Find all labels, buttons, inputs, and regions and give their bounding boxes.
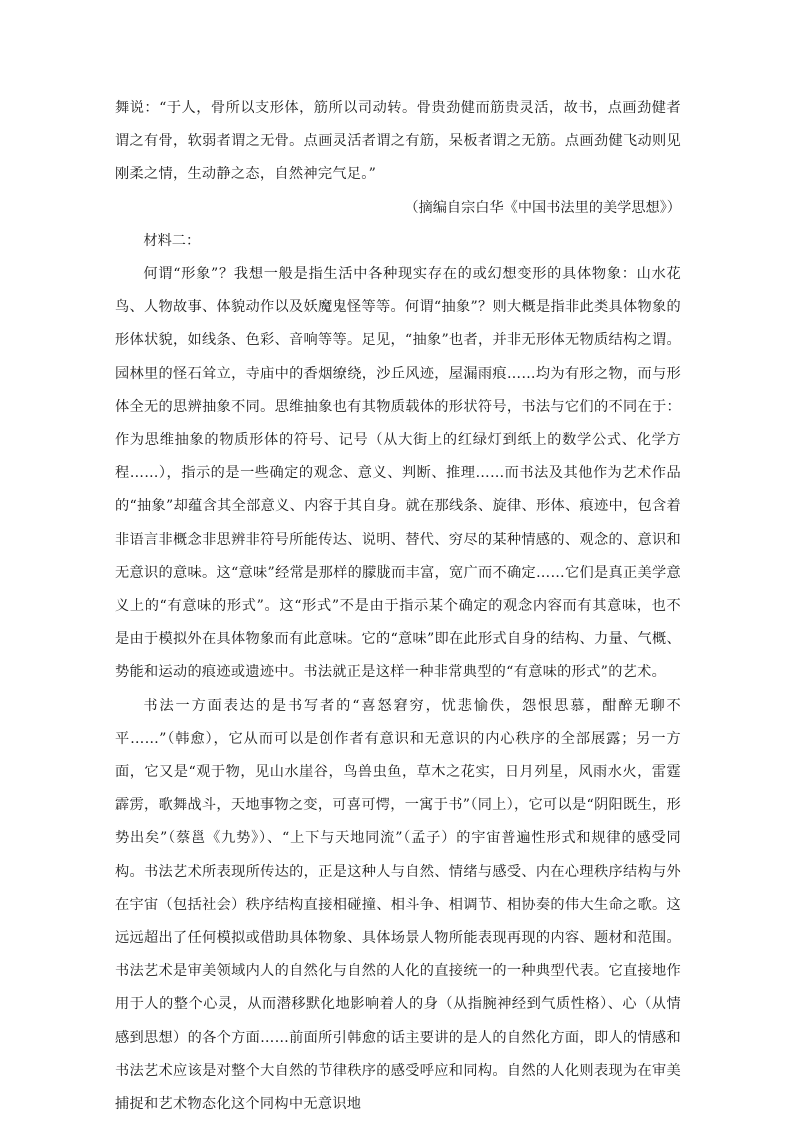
paragraph-material-one-ending: 舞说：“于人，骨所以支形体，筋所以司动转。骨贵劲健而筋贵灵活，故书，点画劲健者谓之有骨，软弱者谓之无骨。点画灵活者谓之有筋，呆板者谓之无筋。点画劲健飞动则见刚柔之情，生动静之态，自然神完气足。” bbox=[115, 100, 681, 183]
document-page bbox=[115, 92, 681, 1121]
section-heading-material-two: 材料二： bbox=[143, 232, 201, 249]
citation-source: （摘编自宗白华《中国书法里的美学思想》） bbox=[404, 199, 681, 216]
paragraph-calligraphy-expression: 书法一方面表达的是书写者的“喜怒窘穷，忧悲愉佚，怨恨思慕，酣醉无聊不平……”（韩愈），它从而可以是创作者有意识和无意识的内心秩序的全部展露；另一方面，它又是“观于物，见山水崖谷，鸟兽虫鱼，草木之花实，日月列星，风雨水火，雷霆霹雳，歌舞战斗，天地事物之变，可喜可愕，一寓于书”（同上），它可以是“阴阳既生，形势出矣”（蔡邕《九势》）、“上下与天地同流”（孟子）的宇宙普遍性形式和规律的感受同构。书法艺术所表现所传达的，正是这种人与自然、情绪与感受、内在心理秩序结构与外在宇宙（包括社会）秩序结构直接相碰撞、相斗争、相调节、相协奏的伟大生命之歌。这远远超出了任何模拟或借助具体物象、具体场景人物所能表现再现的内容、题材和范围。书法艺术是审美领域内人的自然化与自然的人化的直接统一的一种典型代表。它直接地作用于人的整个心灵，从而潜移默化地影响着人的身（从指腕神经到气质性格）、心（从情感到思想）的各个方面……前面所引韩愈的话主要讲的是人的自然化方面，即人的情感和书法艺术应该是对整个大自然的节律秩序的感受呼应和同构。自然的人化则表现为在审美捕捉和艺术物态化这个同构中无意识地 bbox=[115, 697, 681, 1113]
paragraph-form-and-abstraction: 何谓“形象”？我想一般是指生活中各种现实存在的或幻想变形的具体物象：山水花鸟、人物故事、体貌动作以及妖魔鬼怪等等。何谓“抽象”？则大概是指非此类具体物象的形体状貌，如线条、色彩、音响等等。足见，“抽象”也者，并非无形体无物质结构之谓。园林里的怪石耸立，寺庙中的香烟缭绕，沙丘风迹，屋漏雨痕……均为有形之物，而与形体全无的思辨抽象不同。思维抽象也有其物质载体的形状符号，书法与它们的不同在于：作为思维抽象的物质形体的符号、记号（从大街上的红绿灯到纸上的数学公式、化学方程……），指示的是一些确定的观念、意义、判断、推理……而书法及其他作为艺术作品的“抽象”却蕴含其全部意义、内容于其自身。就在那线条、旋律、形体、痕迹中，包含着非语言非概念非思辨非符号所能传达、说明、替代、穷尽的某种情感的、观念的、意识和无意识的意味。这“意味”经常是那样的朦胧而丰富，宽广而不确定……它们是真正美学意义上的“有意味的形式”。这“形式”不是由于指示某个确定的观念内容而有其意味，也不是由于模拟外在具体物象而有此意味。它的“意味”即在此形式自身的结构、力量、气概、势能和运动的痕迹或遗迹中。书法就正是这样一种非常典型的“有意味的形式”的艺术。 bbox=[115, 266, 681, 681]
